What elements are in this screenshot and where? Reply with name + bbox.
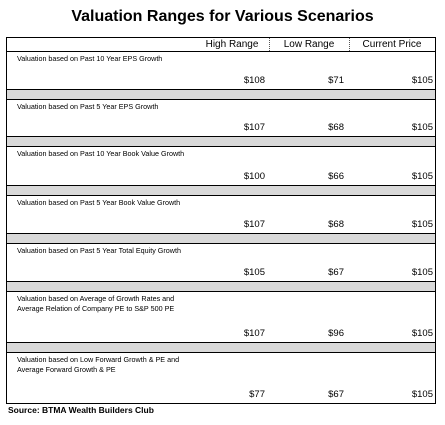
row-label: Valuation based on Low Forward Growth & PE and Average Forward Growth & PE [17,355,180,374]
row-separator [7,342,435,353]
high-value: $105 [243,267,265,278]
price-value: $105 [411,171,433,182]
low-value: $67 [328,389,344,400]
row-label: Valuation based on Past 5 Year Total Equity Growth [17,246,181,255]
header-divider [269,38,270,51]
header-low-range: Low Range [283,39,335,50]
source-note: Source: BTMA Wealth Builders Club [8,405,154,415]
price-value: $105 [411,328,433,339]
row-separator [7,89,435,100]
low-value: $71 [328,75,344,86]
high-value: $107 [243,122,265,133]
table-row [7,100,435,136]
table-row [7,52,435,89]
price-value: $105 [411,219,433,230]
table-row [7,353,435,403]
row-label: Valuation based on Past 10 Year EPS Growth [17,54,163,63]
table-row [7,244,435,281]
low-value: $66 [328,171,344,182]
low-value: $68 [328,219,344,230]
high-value: $108 [243,75,265,86]
low-value: $96 [328,328,344,339]
header-current-price: Current Price [362,39,422,50]
low-value: $68 [328,122,344,133]
low-value: $67 [328,267,344,278]
table-row [7,147,435,185]
valuation-table [6,37,436,404]
row-label: Valuation based on Average of Growth Rates and Average Relation of Company PE to S&P 500 PE [17,294,175,313]
row-separator [7,185,435,196]
price-value: $105 [411,75,433,86]
table-row [7,196,435,233]
row-separator [7,233,435,244]
table-header [7,38,435,52]
header-divider [349,38,350,51]
row-separator [7,136,435,147]
row-separator [7,281,435,292]
high-value: $107 [243,219,265,230]
table-row [7,292,435,342]
price-value: $105 [411,267,433,278]
high-value: $77 [249,389,265,400]
row-label: Valuation based on Past 5 Year EPS Growth [17,102,159,111]
price-value: $105 [411,389,433,400]
row-label: Valuation based on Past 10 Year Book Value Growth [17,149,185,158]
price-value: $105 [411,122,433,133]
high-value: $107 [243,328,265,339]
header-high-range: High Range [205,39,259,50]
high-value: $100 [243,171,265,182]
row-label: Valuation based on Past 5 Year Book Value Growth [17,198,181,207]
page-title: Valuation Ranges for Various Scenarios [71,8,374,25]
